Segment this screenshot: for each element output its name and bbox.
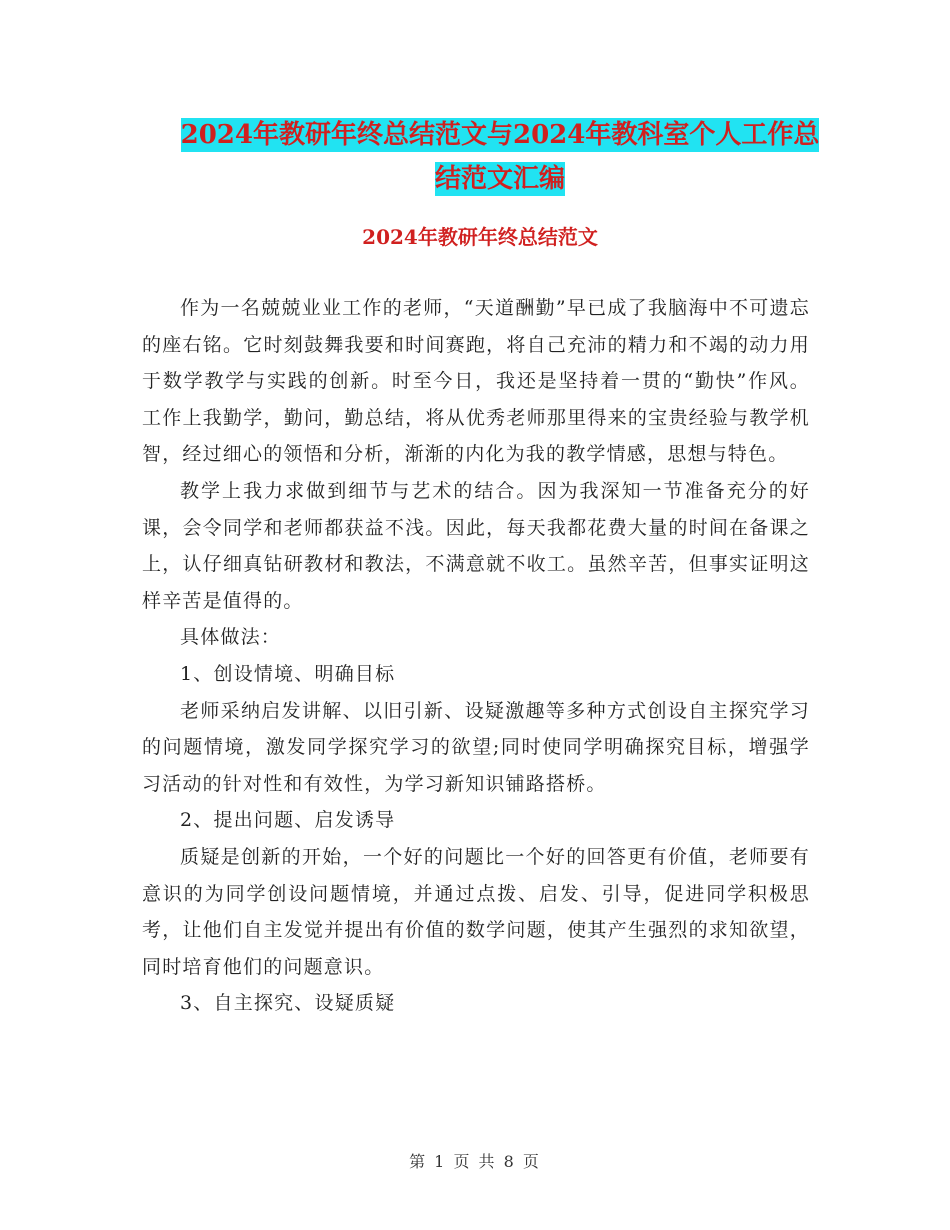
document-title-line-2: 结范文汇编 (434, 164, 565, 194)
page-number-footer: 第 1 页 共 8 页 (409, 1152, 541, 1171)
document-title-line-1: 2024年教研年终总结范文与2024年教科室个人工作总 (180, 120, 820, 150)
paragraph: 作为一名兢兢业业工作的老师，“天道酬勤”早已成了我脑海中不可遗忘的座右铭。它时刻鼓舞我要和时间赛跑，将自己充沛的精力和不竭的动力用于数学教学与实践的创新。时至今日，我还是坚持着一贯的“勤快”作风。工作上我勤学，勤问，勤总结，将从优秀老师那里得来的宝贵经验与教学机智，经过细心的领悟和分析，渐渐的内化为我的教学情感，思想与特色。 (142, 297, 810, 466)
paragraph: 教学上我力求做到细节与艺术的结合。因为我深知一节准备充分的好课，会令同学和老师都获益不浅。因此，每天我都花费大量的时间在备课之上，认仔细真钻研教材和教法，不满意就不收工。虽然辛苦，但事实证明这样辛苦是值得的。 (142, 479, 810, 612)
paragraph: 3、自主探究、设疑质疑 (180, 992, 396, 1015)
paragraph: 具体做法： (180, 626, 282, 649)
paragraph: 1、创设情境、明确目标 (180, 662, 396, 685)
paragraph: 老师采纳启发讲解、以旧引新、设疑激趣等多种方式创设自主探究学习的问题情境，激发同学探究学习的欲望;同时使同学明确探究目标，增强学习活动的针对性和有效性，为学习新知识铺路搭桥。 (142, 699, 810, 795)
document-body (142, 290, 810, 1022)
paragraph: 2、提出问题、启发诱导 (180, 809, 396, 832)
section-title: 2024年教研年终总结范文 (362, 225, 598, 249)
document-title (140, 113, 860, 201)
paragraph: 质疑是创新的开始，一个好的问题比一个好的回答更有价值，老师要有意识的为同学创设问题情境，并通过点拨、启发、引导，促进同学积极思考，让他们自主发觉并提出有价值的数学问题，使其产生强烈的求知欲望，同时培育他们的问题意识。 (142, 845, 810, 978)
